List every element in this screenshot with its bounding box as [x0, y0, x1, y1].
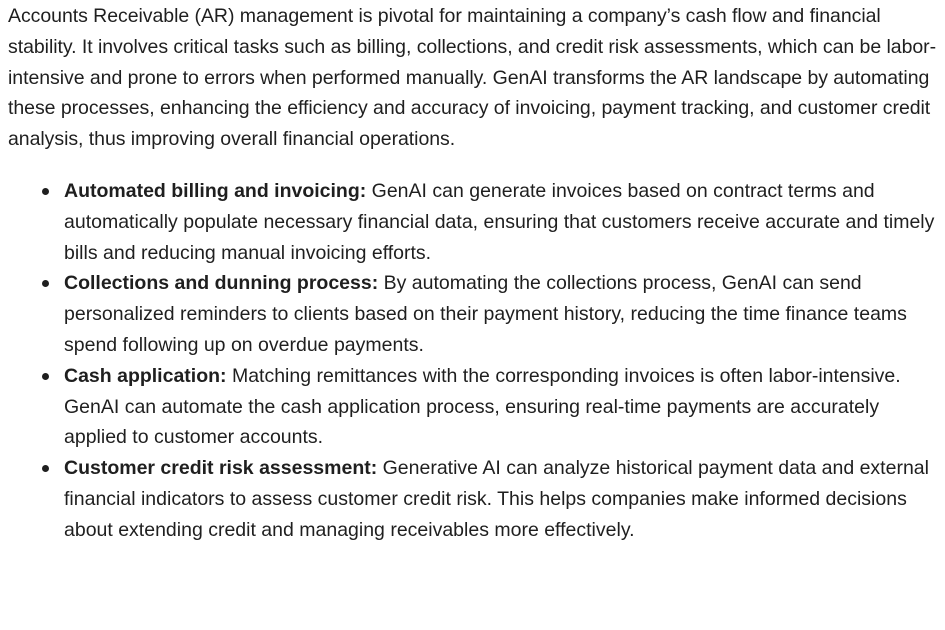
benefits-list	[8, 176, 937, 546]
list-item	[64, 176, 937, 268]
list-item-text: GenAI can generate invoices based on contract terms and automatically populate necessary financial data, ensuring that customers receive accurate and timely bills and reducing manual invoicing efforts.	[64, 179, 935, 264]
list-item	[64, 268, 937, 360]
list-item-term: Cash application:	[64, 364, 227, 387]
list-item	[64, 361, 937, 453]
list-item-text: Generative AI can analyze historical payment data and external financial indicators to assess customer credit risk. This helps companies make informed decisions about extending credit and managing receivables more effectively.	[64, 457, 929, 541]
list-item-text: By automating the collections process, GenAI can send personalized reminders to clients based on their payment history, reducing the time finance teams spend following up on overdue payments.	[64, 272, 907, 356]
list-item	[64, 453, 937, 545]
list-item-text: Matching remittances with the corresponding invoices is often labor-intensive. GenAI can automate the cash application process, ensuring real-time payments are accurately applied to customer accounts.	[64, 364, 901, 449]
bullet-icon	[42, 465, 49, 472]
bullet-icon	[42, 373, 49, 380]
list-item-term: Collections and dunning process:	[64, 272, 379, 295]
intro-paragraph: Accounts Receivable (AR) management is pivotal for maintaining a company’s cash flow and financial stability. It involves critical tasks such as billing, collections, and credit risk assessments, which can be labor-intensive and prone to errors when performed manually. GenAI transforms the AR landscape by automating these processes, enhancing the efficiency and accuracy of invoicing, payment tracking, and customer credit analysis, thus improving overall financial operations.	[8, 5, 937, 151]
bullet-icon	[42, 280, 49, 287]
list-item-term: Customer credit risk assessment:	[64, 457, 378, 480]
list-item-term: Automated billing and invoicing:	[64, 179, 367, 202]
bullet-icon	[42, 188, 49, 195]
